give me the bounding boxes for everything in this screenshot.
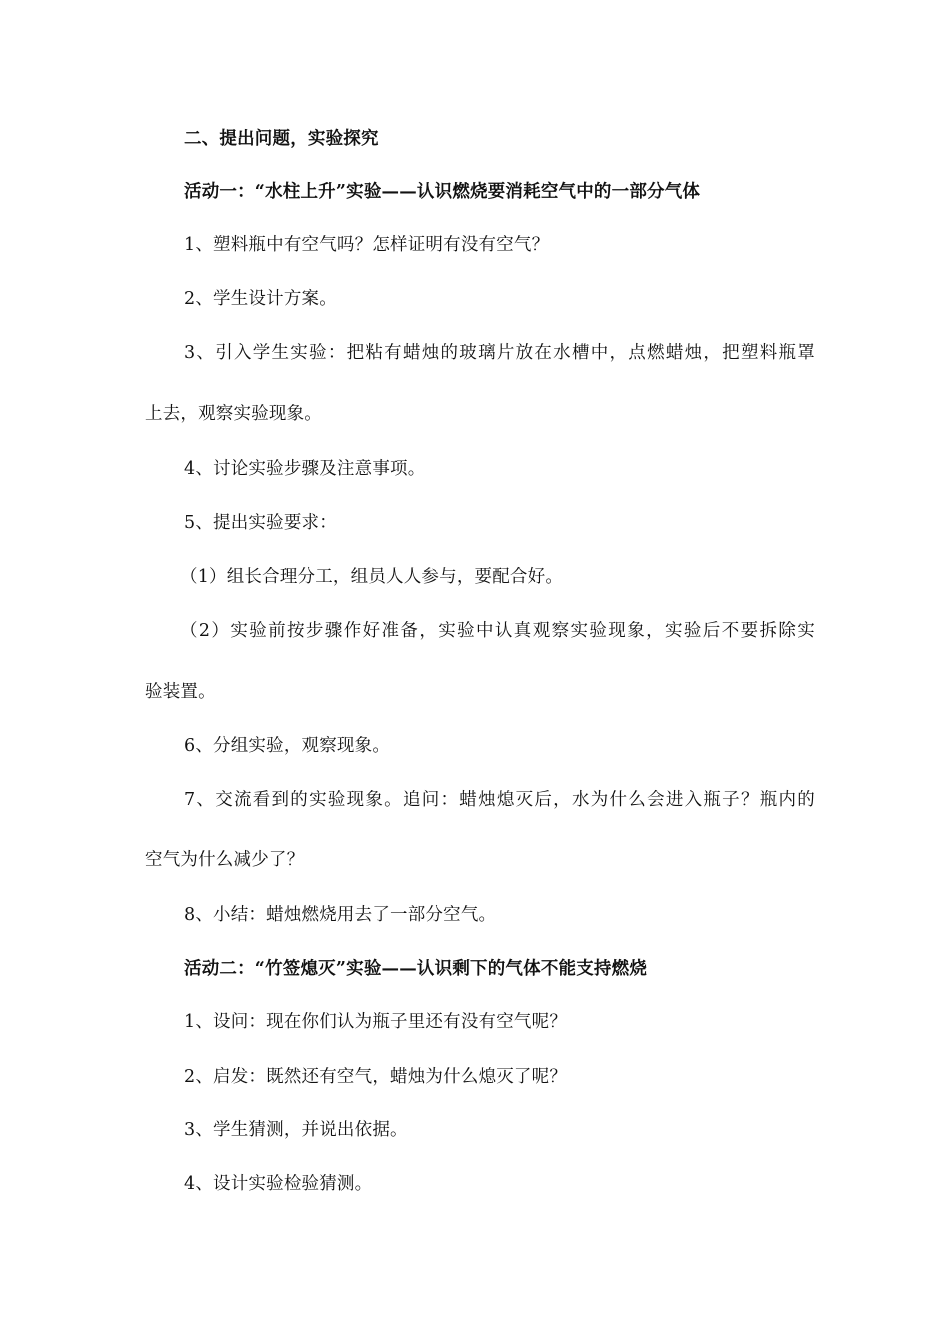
activity1-item5-sub2-line1: （2）实验前按步骤作好准备，实验中认真观察实验现象，实验后不要拆除实 [180, 621, 815, 641]
activity1-item3-line1: 3、引入学生实验：把粘有蜡烛的玻璃片放在水槽中，点燃蜡烛，把塑料瓶罩 [184, 343, 815, 363]
activity2-item4: 4、设计实验检验猜测。 [184, 1174, 373, 1194]
activity2-heading: 活动二：“竹签熄灭”实验——认识剩下的气体不能支持燃烧 [184, 959, 648, 979]
section-heading: 二、提出问题，实验探究 [184, 129, 379, 149]
activity1-item5-sub2-line2: 验装置。 [145, 682, 216, 702]
activity1-item3-line2: 上去，观察实验现象。 [145, 404, 322, 424]
activity1-item2: 2、学生设计方案。 [184, 289, 337, 309]
activity2-item2: 2、启发：既然还有空气，蜡烛为什么熄灭了呢？ [184, 1067, 568, 1087]
activity1-item6: 6、分组实验，观察现象。 [184, 736, 391, 756]
activity1-heading: 活动一：“水柱上升”实验——认识燃烧要消耗空气中的一部分气体 [184, 182, 701, 202]
activity2-item3: 3、学生猜测，并说出依据。 [184, 1120, 408, 1140]
activity1-item5-sub1: （1）组长合理分工，组员人人参与，要配合好。 [180, 567, 564, 587]
activity2-item1: 1、设问：现在你们认为瓶子里还有没有空气呢？ [184, 1012, 568, 1032]
activity1-item1: 1、塑料瓶中有空气吗？怎样证明有没有空气？ [184, 235, 550, 255]
activity1-item5: 5、提出实验要求： [184, 513, 337, 533]
activity1-item8: 8、小结：蜡烛燃烧用去了一部分空气。 [184, 905, 497, 925]
activity1-item7-line1: 7、交流看到的实验现象。追问：蜡烛熄灭后，水为什么会进入瓶子？瓶内的 [184, 790, 815, 810]
activity1-item7-line2: 空气为什么减少了？ [145, 850, 305, 870]
activity1-item4: 4、讨论实验步骤及注意事项。 [184, 459, 426, 479]
